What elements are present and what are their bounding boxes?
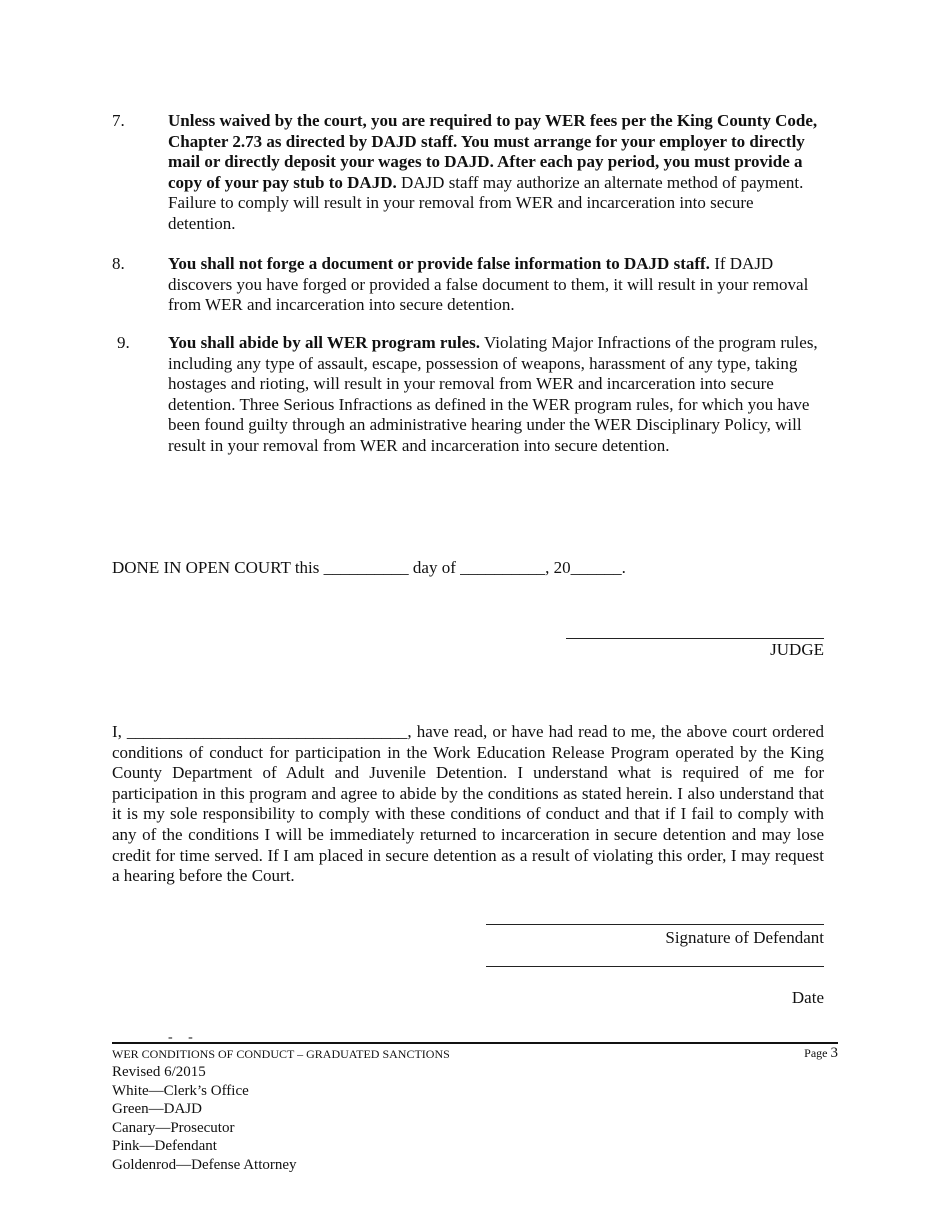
condition-item-8 [112,254,824,316]
defendant-signature-line [486,924,824,925]
page-number [804,1046,838,1061]
item-bold-text: Unless waived by the court, you are required to pay WER fees per the King County Code, Chapter 2.73 as directed by DAJD staff. You must arrange for your employer to directly mail or directly deposit your wages to DAJD. After each pay period, you must provide a copy of your pay stub to DAJD. [168,111,818,192]
copy-canary: Canary—Prosecutor [112,1119,235,1136]
defendant-acknowledgment: I, _________________________________, have read, or have had read to me, the above court ordered conditions of conduct for participation in the Work Education Release Program operated by the King County Department of Adult and Juvenile Detention. I understand what is required of me for participation in this program and agree to abide by the conditions as stated herein. I also understand that it is my sole responsibility to comply with these conditions of conduct and that if I fail to comply with any of the conditions I will be immediately returned to incarceration in secure detention and may lose credit for time served. If I am placed in secure detention as a result of violating this order, I may request a hearing before the Court. [112,722,824,886]
item-bold-text: You shall not forge a document or provide false information to DAJD staff. [168,254,710,273]
footer-marks: - - [168,1030,199,1045]
item-text: Violating Major Infractions of the program rules, including any type of assault, escape, possession of weapons, harassment of any type, taking hostages and rioting, will result in your removal from WER and incarceration into secure detention. Three Serious Infractions as defined in the WER program rules, for which you have been found guilty through an administrative hearing under the WER Disciplinary Policy, will result in your removal from WER and incarceration into secure detention. [168,333,818,455]
item-number: 8. [112,254,125,273]
judge-signature-line [566,638,824,639]
item-bold-text: You shall abide by all WER program rules. [168,333,481,352]
date-line [486,966,824,967]
item-number: 7. [112,111,125,130]
copy-white: White—Clerk’s Office [112,1082,249,1099]
condition-item-7 [112,111,824,235]
done-in-open-court: DONE IN OPEN COURT this __________ day of __________, 20______. [112,558,626,577]
copy-pink: Pink—Defendant [112,1138,217,1155]
copy-green: Green—DAJD [112,1101,202,1118]
date-label: Date [791,988,824,1007]
footer-title: WER CONDITIONS OF CONDUCT – GRADUATED SANCTIONS [112,1047,450,1061]
copy-distribution [112,1063,297,1175]
judge-label: JUDGE [770,640,824,659]
item-text: DAJD staff may authorize an alternate method of payment. Failure to comply will result in your removal from WER and incarceration into secure detention. [168,172,804,233]
footer-rule [112,1042,838,1044]
revised-date: Revised 6/2015 [112,1064,206,1080]
copy-goldenrod: Goldenrod—Defense Attorney [112,1156,297,1173]
item-text: If DAJD discovers you have forged or provided a false document to them, it will result in your removal from WER and incarceration into secure detention. [168,254,809,315]
signature-label: Signature of Defendant [665,928,824,947]
item-number: 9. [117,333,130,352]
page-number-value: 3 [830,1045,838,1061]
condition-item-9 [112,333,824,457]
page-label: Page [804,1046,828,1060]
